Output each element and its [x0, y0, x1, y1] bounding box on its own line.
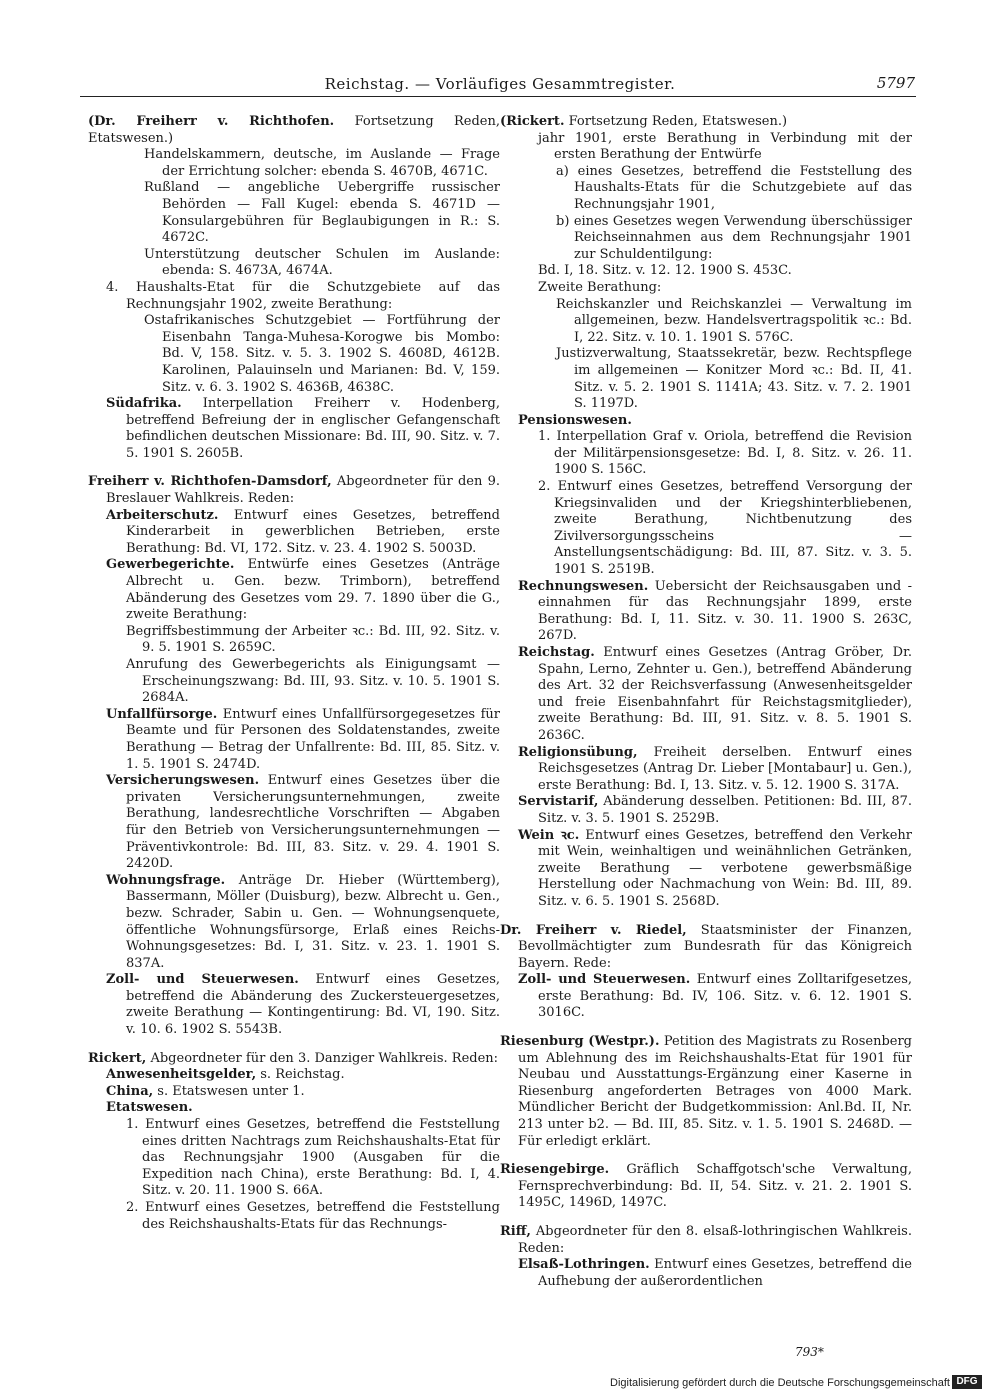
index-entry [500, 164, 912, 214]
index-entry [88, 396, 500, 462]
index-entry [500, 346, 912, 412]
entry-text: b) eines Gesetzes wegen Verwendung überschüssiger Reichseinnahmen aus dem Rechnungsjahr 1901 zur Schuldentilgung: [556, 213, 912, 262]
index-entry [500, 114, 912, 131]
entry-heading: Reichstag. [518, 645, 595, 660]
entry-heading: Riesengebirge. [500, 1162, 610, 1178]
signature-mark: 793* [795, 1345, 824, 1359]
entry-heading: Elsaß-Lothringen. [518, 1257, 650, 1273]
index-entry [500, 479, 912, 579]
entry-text: Abgeordneter für den 3. Danziger Wahlkreis. Reden: [150, 1050, 499, 1066]
entry-heading: Unfallfürsorge. [106, 706, 218, 722]
index-entry [500, 828, 912, 911]
index-entry [88, 657, 500, 707]
index-entry [500, 1162, 912, 1212]
entry-text: Entwurf eines Zolltarifgesetzes, erste Berathung: Bd. IV, 106. Sitz. v. 6. 12. 1901 S. 3016C. [538, 972, 912, 1021]
index-entry [88, 1084, 500, 1101]
running-header-title: Reichstag. — Vorläufiges Gesammtregister. [324, 75, 676, 93]
entry-text: Handelskammern, deutsche, im Auslande — Frage der Errichtung solcher: ebenda S. 4670B, 4671C. [144, 147, 500, 179]
entry-text: Uebersicht der Reichsausgaben und -einnahmen für das Rechnungsjahr 1899, erste Berathung: Bd. I, 11. Sitz. v. 30. 11. 1900 S. 263C, 267D. [538, 578, 912, 644]
entry-heading: Pensionswesen. [518, 412, 632, 428]
index-entry [500, 131, 912, 164]
entry-text: Anrufung des Gewerbegerichts als Einigungsamt — Erscheinungszwang: Bd. III, 93. Sitz. v. 10. 5. 1901 S. 2684A. [126, 657, 500, 706]
index-entry [500, 794, 912, 827]
index-entry [88, 147, 500, 180]
entry-text: Fortsetzung Reden, Etatswesen.) [568, 114, 788, 129]
index-entry [88, 180, 500, 246]
entry-text: Entwurf eines Gesetzes, betreffend die Abänderung des Zuckersteuergesetzes, zweite Berathung — Kontingentirung: Bd. VI, 190. Sitz. v. 10. 6. 1902 S. 5543B. [126, 972, 500, 1038]
entry-text: Entwurf eines Gesetzes, betreffend den Verkehr mit Wein, weinhaltigen und weinähnlichen Getränken, zweite Berathung — verbotene gewerbsmäßige Herstellung oder Nachmachung von Wein: Bd. III, 89. Sitz. v. 6. 5. 1901 S. 2568D. [538, 827, 912, 909]
index-entry [88, 1067, 500, 1084]
index-entry [500, 1034, 912, 1150]
index-entry [500, 923, 912, 973]
entry-text: Zweite Berathung: [538, 279, 662, 295]
index-entry [88, 707, 500, 773]
index-entry [500, 214, 912, 264]
entry-text: Rußland — angebliche Uebergriffe russischer Behörden — Fall Kugel: ebenda S. 4671D — Konsulargebühren für Beglaubigungen in R.: S. 4672C. [144, 180, 500, 246]
entry-heading: Arbeiterschutz. [106, 507, 219, 523]
entry-heading: Zoll- und Steuerwesen. [518, 972, 691, 988]
entry-heading: Religionsübung, [518, 744, 638, 760]
right-column [500, 114, 912, 1290]
index-entry [500, 280, 912, 297]
entry-text: Ostafrikanisches Schutzgebiet — Fortführung der Eisenbahn Tanga-Muhesa-Korogwe bis Mombo: Bd. V, 158. Sitz. v. 5. 3. 1902 S. 4608D, 4612B. Karolinen, Palauinseln und Marianen: Bd. V, 159. Sitz. v. 6. 3. 1902 S. 4636B, 4638C. [144, 313, 500, 395]
entry-text: Abänderung desselben. Petitionen: Bd. III, 87. Sitz. v. 3. 5. 1901 S. 2529B. [538, 794, 912, 826]
entry-text: Entwurf eines Unfallfürsorgegesetzes für Beamte und für Personen des Soldatenstandes, zweite Berathung — Betrag der Unfallrente: Bd. III, 85. Sitz. v. 1. 5. 1901 S. 2474D. [126, 706, 500, 772]
entry-text: 4. Haushalts-Etat für die Schutzgebiete auf das Rechnungsjahr 1902, zweite Berathung: [106, 279, 500, 312]
entry-heading: Riff, [500, 1224, 531, 1239]
entry-text: Reichskanzler und Reichskanzlei — Verwaltung im allgemeinen, bezw. Handelsvertragspolitik ꝛc.: Bd. I, 22. Sitz. v. 10. 1. 1901 S. 576C. [556, 296, 912, 345]
dfg-logo-icon: DFG [952, 1375, 982, 1389]
index-entry [88, 474, 500, 507]
index-entry [88, 313, 500, 396]
entry-text: s. Etatswesen unter 1. [157, 1083, 305, 1099]
index-entry [88, 873, 500, 973]
index-entry [500, 1224, 912, 1257]
index-entry [500, 972, 912, 1022]
entry-heading: Wein ꝛc. [518, 827, 580, 843]
entry-text: Entwurf eines Gesetzes über die privaten Versicherungsunternehmungen, zweite Berathung, landesrechtliche Vorschriften — Abgaben für den Betrieb von Versicherungsunternehmungen — Präventivkontrole: Bd. III, 83. Sitz. v. 29. 4. 1901 S. 2420D. [126, 773, 500, 872]
index-entry [88, 114, 500, 147]
entry-heading: Freiherr v. Richthofen-Damsdorf, [88, 474, 332, 490]
index-entry [88, 557, 500, 623]
digitization-note: Digitalisierung gefördert durch die Deutsche Forschungsgemeinschaft [610, 1377, 950, 1389]
entry-text: a) eines Gesetzes, betreffend die Feststellung des Haushalts-Etats für die Schutzgebiete auf das Rechnungsjahr 1901, [556, 163, 912, 212]
entry-heading: Rechnungswesen. [518, 578, 649, 594]
index-entry [500, 297, 912, 347]
entry-text: Entwürfe eines Gesetzes (Anträge Albrecht u. Gen. bezw. Trimborn), betreffend Abänderung des Gesetzes vom 29. 7. 1890 über die G., zweite Berathung: [126, 557, 500, 623]
entry-heading: Zoll- und Steuerwesen. [106, 972, 299, 988]
entry-heading: Etatswesen. [106, 1100, 193, 1116]
index-entry [88, 1117, 500, 1200]
entry-heading: (Rickert. [500, 114, 565, 129]
entry-heading: Wohnungsfrage. [106, 872, 226, 888]
entry-text: Staatsminister der Finanzen, Bevollmächtigter zum Bundesrath für das Königreich Bayern. Rede: [518, 922, 913, 971]
entry-text: Entwurf eines Gesetzes (Antrag Gröber, Dr. Spahn, Lerno, Zehnter u. Gen.), betreffend Abänderung des Art. 32 der Reichsverfassung (Anwesenheitsgelder und freie Eisenbahnfahrt für Reichstagsmitglieder), zweite Berathung: Bd. III, 91. Sitz. v. 8. 5. 1901 S. 2636C. [538, 645, 912, 743]
index-entry [88, 972, 500, 1038]
entry-text: Petition des Magistrats zu Rosenberg um Ablehnung des im Reichshaushalts-Etat für 1901 für Neubau und Ausstattungs-Ergänzung einer Kaserne in Riesenburg angeforderten Betrages von 4000 Mark. Mündlicher Bericht der Budgetkommission: Anl.Bd. II, Nr. 213 unter b2. — Bd. III, 85. Sitz. v. 1. 5. 1901 S. 2468D. — Für erledigt erklärt. [518, 1034, 912, 1149]
index-entry [500, 1257, 912, 1290]
index-entry [88, 624, 500, 657]
entry-heading: (Dr. Freiherr v. Richthofen. [88, 114, 335, 129]
entry-text: Gräflich Schaffgotsch'sche Verwaltung, Fernsprechverbindung: Bd. II, 54. Sitz. v. 21. 2. 1901 S. 1495C, 1496D, 1497C. [518, 1162, 912, 1211]
index-entry [88, 247, 500, 280]
entry-heading: Riesenburg (Westpr.). [500, 1034, 660, 1050]
entry-heading: Südafrika. [106, 396, 182, 412]
index-entry [500, 263, 912, 280]
index-entry [88, 773, 500, 873]
entry-text: Fortsetzung Reden, Etatswesen.) [88, 114, 501, 146]
entry-text: jahr 1901, erste Berathung in Verbindung mit der ersten Berathung der Entwürfe [538, 130, 912, 163]
index-entry [500, 429, 912, 479]
entry-heading: Anwesenheitsgelder, [106, 1067, 257, 1083]
entry-text: Freiheit derselben. Entwurf eines Reichsgesetzes (Antrag Dr. Lieber [Montabaur] u. Gen.), erste Berathung: Bd. I, 13. Sitz. v. 5. 12. 1900 S. 317A. [538, 744, 912, 793]
entry-text: 1. Interpellation Graf v. Oriola, betreffend die Revision der Militärpensionsgesetze: Bd. I, 8. Sitz. v. 26. 11. 1900 S. 156C. [538, 429, 912, 478]
entry-heading: China, [106, 1083, 154, 1099]
index-entry [500, 413, 912, 430]
index-entry [88, 280, 500, 313]
index-entry [88, 508, 500, 558]
entry-text: 1. Entwurf eines Gesetzes, betreffend die Feststellung eines dritten Nachtrags zum Reichshaushalts-Etat für das Rechnungsjahr 1900 (Ausgaben für die Expedition nach China), erste Berathung: Bd. I, 4. Sitz. v. 20. 11. 1900 S. 66A. [126, 1117, 500, 1199]
entry-text: Begriffsbestimmung der Arbeiter ꝛc.: Bd. III, 92. Sitz. v. 9. 5. 1901 S. 2659C. [126, 623, 500, 656]
entry-text: Interpellation Freiherr v. Hodenberg, betreffend Befreiung der in englischer Gefangenschaft befindlichen deutschen Missionare: Bd. III, 90. Sitz. v. 7. 5. 1901 S. 2605B. [126, 396, 500, 461]
index-entry [88, 1200, 500, 1233]
index-entry [500, 745, 912, 795]
entry-text: Unterstützung deutscher Schulen im Auslande: ebenda: S. 4673A, 4674A. [144, 246, 500, 279]
entry-text: Bd. I, 18. Sitz. v. 12. 12. 1900 S. 453C. [538, 263, 792, 279]
index-entry [500, 579, 912, 645]
entry-text: Abgeordneter für den 9. Breslauer Wahlkreis. Reden: [106, 474, 500, 507]
entry-text: 2. Entwurf eines Gesetzes, betreffend Versorgung der Kriegsinvaliden und der Kriegshinterbliebenen, zweite Berathung, Nichtbenutzung des Zivilversorgungsscheins — Anstellungsentschädigung: Bd. III, 87. Sitz. v. 3. 5. 1901 S. 2519B. [538, 479, 912, 578]
header-rule [80, 96, 916, 97]
entry-text: Abgeordneter für den 8. elsaß-lothringischen Wahlkreis. Reden: [518, 1224, 912, 1256]
entry-heading: Versicherungswesen. [106, 773, 260, 789]
entry-text: Anträge Dr. Hieber (Württemberg), Bassermann, Möller (Duisburg), bezw. Albrecht u. Gen., bezw. Schrader, Sabin u. Gen. — Wohnungsenquete, öffentliche Wohnungsfürsorge, Erlaß eines Reichs-Wohnungsgesetzes: Bd. I, 31. Sitz. v. 23. 1. 1901 S. 837A. [126, 872, 500, 971]
entry-text: s. Reichstag. [260, 1067, 345, 1083]
entry-heading: Servistarif, [518, 794, 599, 810]
entry-heading: Gewerbegerichte. [106, 557, 235, 573]
index-entry [500, 645, 912, 745]
index-entry [88, 1051, 500, 1068]
entry-heading: Dr. Freiherr v. Riedel, [500, 922, 687, 938]
entry-text: Entwurf eines Gesetzes, betreffend die Aufhebung der außerordentlichen [538, 1257, 913, 1289]
entry-text: Justizverwaltung, Staatssekretär, bezw. Rechtspflege im allgemeinen — Konitzer Mord ꝛc.: Bd. II, 41. Sitz. v. 5. 2. 1901 S. 1141A; 43. Sitz. v. 7. 2. 1901 S. 1197D. [556, 346, 912, 412]
left-column [88, 114, 500, 1233]
entry-text: 2. Entwurf eines Gesetzes, betreffend die Feststellung des Reichshaushalts-Etats für das Rechnungs- [126, 1200, 500, 1232]
page-number: 5797 [876, 74, 915, 92]
index-entry [88, 1100, 500, 1117]
entry-text: Entwurf eines Gesetzes, betreffend Kinderarbeit in gewerblichen Betrieben, erste Berathung: Bd. VI, 172. Sitz. v. 23. 4. 1902 S. 5003D. [126, 507, 500, 556]
entry-heading: Rickert, [88, 1050, 147, 1066]
